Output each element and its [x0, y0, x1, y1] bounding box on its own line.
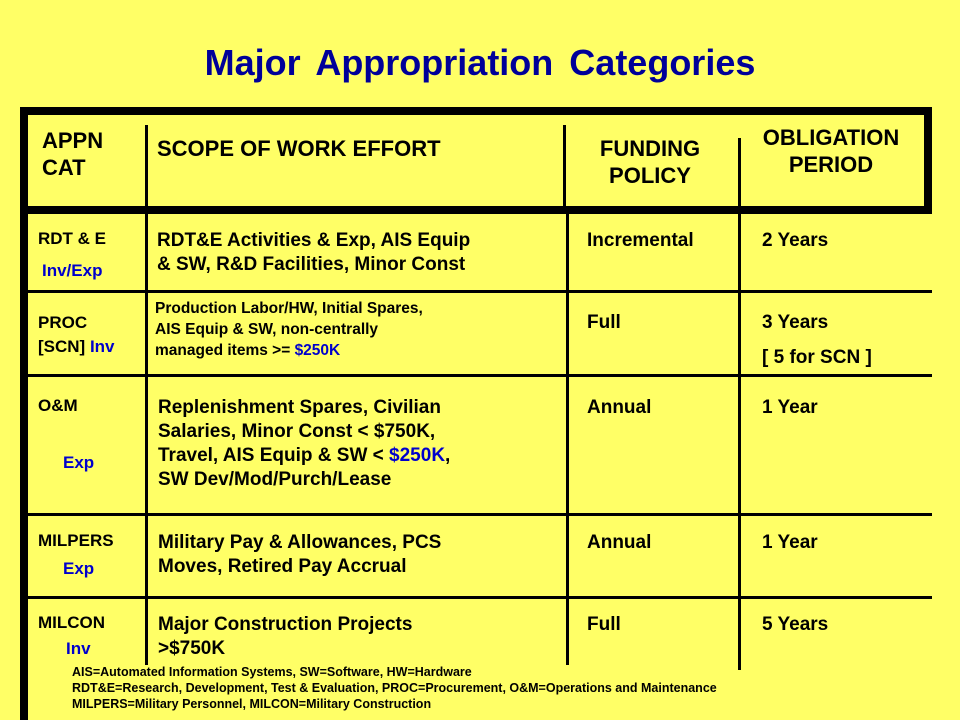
row-milcon-type: Inv: [66, 639, 91, 658]
row-rdte-funding: Incremental: [587, 230, 694, 251]
row-rdte-type: Inv/Exp: [42, 261, 103, 280]
table-left-border: [20, 107, 28, 720]
row-milcon-funding: Full: [587, 614, 621, 635]
footnote: MILPERS=Military Personnel, MILCON=Military Construction: [72, 697, 432, 711]
header-funding-policy: FUNDING POLICY: [599, 136, 701, 188]
header-divider: [20, 206, 932, 214]
row-om-category: O&M: [38, 396, 78, 415]
row-milpers-type: Exp: [63, 559, 95, 578]
header-appn-cat: APPN CAT: [42, 128, 104, 180]
row-rdte-period: 2 Years: [762, 230, 829, 251]
table-right-border: [924, 107, 932, 213]
row-milcon-category: MILCON: [38, 613, 106, 632]
row-proc-funding: Full: [587, 312, 621, 333]
row-divider-4: [28, 596, 932, 599]
row-proc-period-note: [ 5 for SCN ]: [762, 347, 872, 368]
row-proc-category: PROC [SCN] Inv: [38, 313, 115, 356]
column-divider-cat: [145, 125, 148, 665]
row-milpers-scope: Military Pay & Allowances, PCS Moves, Retired Pay Accrual: [158, 532, 442, 577]
row-proc-period: 3 Years: [762, 312, 829, 333]
row-divider-3: [28, 513, 932, 516]
row-milcon-scope: Major Construction Projects >$750K: [158, 614, 413, 659]
row-milpers-funding: Annual: [587, 532, 652, 553]
page-title: Major Appropriation Categories: [204, 42, 756, 83]
row-rdte-scope: RDT&E Activities & Exp, AIS Equip & SW, R&D Facilities, Minor Const: [157, 230, 471, 275]
footnotes: [72, 664, 717, 712]
row-om-funding: Annual: [587, 397, 652, 418]
row-om-type: Exp: [63, 453, 95, 472]
row-proc-type: Inv: [89, 337, 115, 356]
row-milcon-period: 5 Years: [762, 614, 829, 635]
row-milpers-period: 1 Year: [762, 532, 818, 553]
row-proc-scope: Production Labor/HW, Initial Spares, AIS Equip & SW, non-centrally managed items >= $250K: [155, 300, 423, 359]
row-milpers-category: MILPERS: [38, 531, 114, 550]
row-om-period: 1 Year: [762, 397, 818, 418]
header-obligation-period: OBLIGATION PERIOD: [762, 125, 900, 177]
header-scope: SCOPE OF WORK EFFORT: [157, 136, 441, 161]
column-divider-funding: [738, 138, 741, 670]
table-top-border: [20, 107, 932, 115]
row-om-scope: Replenishment Spares, Civilian Salaries, Minor Const < $750K, Travel, AIS Equip & SW < $250K, SW Dev/Mod/Purch/Lease: [158, 397, 451, 490]
footnote: RDT&E=Research, Development, Test & Evaluation, PROC=Procurement, O&M=Operations and Maintenance: [72, 681, 717, 695]
row-rdte-category: RDT & E: [38, 229, 106, 248]
footnote: AIS=Automated Information Systems, SW=Software, HW=Hardware: [72, 665, 472, 679]
row-divider-2: [28, 374, 932, 377]
row-divider-1: [28, 290, 932, 293]
column-divider-scope-header: [563, 125, 566, 213]
